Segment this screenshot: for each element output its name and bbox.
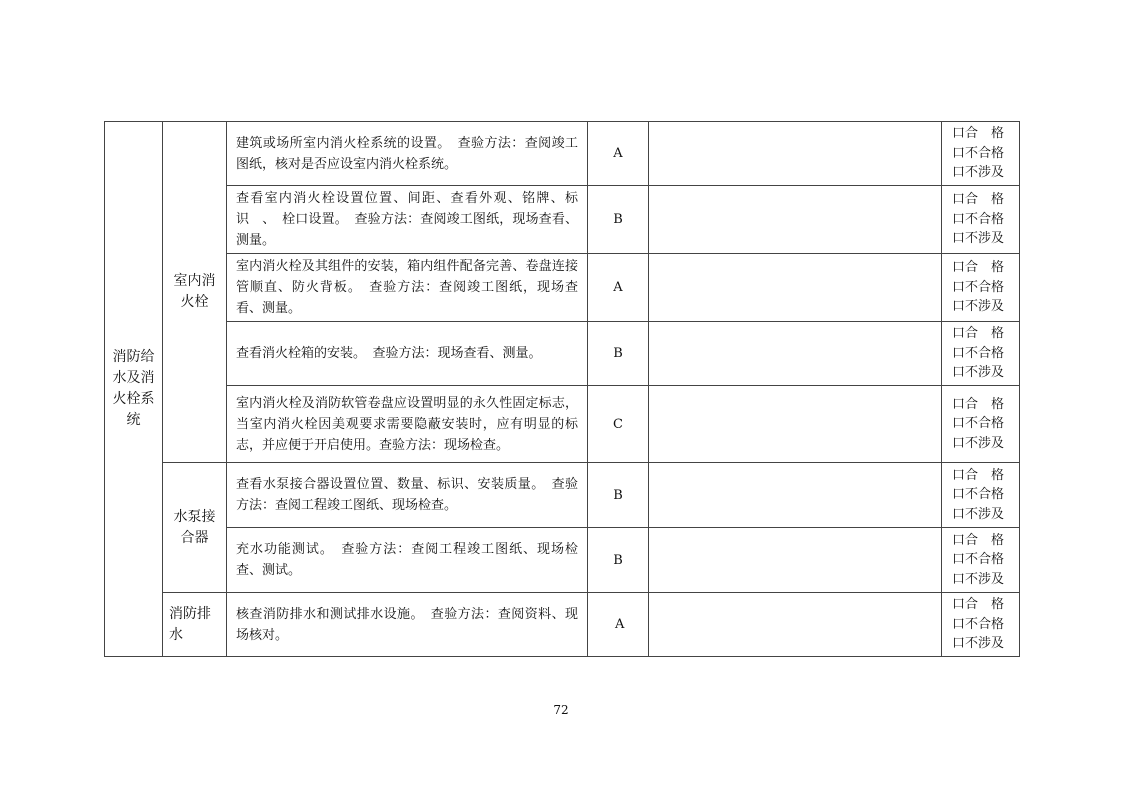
table-row bbox=[105, 593, 1020, 657]
check-content: 查看水泵接合器设置位置、数量、标识、安装质量。 查验方法：查阅工程竣工图纸、现场检查。 bbox=[227, 463, 588, 528]
table-row bbox=[105, 463, 1020, 528]
option-na[interactable]: 口不涉及 bbox=[952, 365, 1005, 381]
remark-cell bbox=[649, 386, 942, 463]
option-fail[interactable]: 口不合格 bbox=[952, 552, 1005, 568]
result-options bbox=[942, 463, 1020, 528]
remark-cell bbox=[649, 593, 942, 657]
option-pass[interactable]: 口合 格 bbox=[952, 467, 1005, 483]
importance-level: A bbox=[588, 254, 649, 322]
subsystem-cell bbox=[163, 463, 227, 593]
subsystem-label-line: 合器 bbox=[180, 529, 209, 546]
subsystem-label-line: 水 bbox=[169, 626, 183, 643]
result-options bbox=[942, 593, 1020, 657]
result-options bbox=[942, 322, 1020, 386]
remark-cell bbox=[649, 122, 942, 186]
option-na[interactable]: 口不涉及 bbox=[952, 231, 1005, 247]
result-options bbox=[942, 122, 1020, 186]
system-label-line: 火栓系 bbox=[112, 391, 155, 407]
option-fail[interactable]: 口不合格 bbox=[952, 211, 1005, 227]
subsystem-cell bbox=[163, 593, 227, 657]
option-na[interactable]: 口不涉及 bbox=[952, 506, 1005, 522]
system-label-line: 统 bbox=[126, 412, 141, 428]
option-fail[interactable]: 口不合格 bbox=[952, 487, 1005, 503]
table-row bbox=[105, 528, 1020, 593]
option-fail[interactable]: 口不合格 bbox=[952, 345, 1005, 361]
importance-level: B bbox=[588, 186, 649, 254]
option-pass[interactable]: 口合 格 bbox=[952, 192, 1005, 208]
check-content: 查看消火栓箱的安装。 查验方法：现场查看、测量。 bbox=[227, 322, 588, 386]
inspection-table bbox=[104, 121, 1020, 657]
page-number: 72 bbox=[553, 703, 569, 717]
result-options bbox=[942, 186, 1020, 254]
importance-level: B bbox=[588, 528, 649, 593]
table-row bbox=[105, 186, 1020, 254]
remark-cell bbox=[649, 463, 942, 528]
check-content: 充水功能测试。 查验方法：查阅工程竣工图纸、现场检查、测试。 bbox=[227, 528, 588, 593]
check-content: 室内消火栓及其组件的安装，箱内组件配备完善、卷盘连接管顺直、防火背板。 查验方法：查阅竣工图纸，现场查看、测量。 bbox=[227, 254, 588, 322]
remark-cell bbox=[649, 254, 942, 322]
result-options bbox=[942, 528, 1020, 593]
table-row bbox=[105, 322, 1020, 386]
system-label-line: 水及消 bbox=[112, 370, 155, 386]
check-content: 查看室内消火栓设置位置、间距、查看外观、铭牌、标识 、 栓口设置。 查验方法：查阅竣工图纸，现场查看、测量。 bbox=[227, 186, 588, 254]
option-pass[interactable]: 口合 格 bbox=[952, 326, 1005, 342]
system-cell bbox=[105, 122, 163, 657]
option-na[interactable]: 口不涉及 bbox=[952, 636, 1005, 652]
importance-level: B bbox=[588, 322, 649, 386]
option-pass[interactable]: 口合 格 bbox=[952, 396, 1005, 412]
subsystem-label-line: 火栓 bbox=[180, 294, 209, 310]
subsystem-label-line: 消防排 bbox=[169, 605, 211, 622]
result-options bbox=[942, 254, 1020, 322]
option-na[interactable]: 口不涉及 bbox=[952, 165, 1005, 181]
remark-cell bbox=[649, 186, 942, 254]
option-pass[interactable]: 口合 格 bbox=[952, 260, 1005, 276]
table-row bbox=[105, 386, 1020, 463]
result-options bbox=[942, 386, 1020, 463]
remark-cell bbox=[649, 528, 942, 593]
table-row bbox=[105, 122, 1020, 186]
subsystem-label-line: 水泵接 bbox=[173, 508, 216, 525]
option-na[interactable]: 口不涉及 bbox=[952, 435, 1005, 451]
check-content: 核查消防排水和测试排水设施。 查验方法：查阅资料、现场核对。 bbox=[227, 593, 588, 657]
option-pass[interactable]: 口合 格 bbox=[952, 597, 1005, 613]
option-fail[interactable]: 口不合格 bbox=[952, 279, 1005, 295]
subsystem-label-line: 室内消 bbox=[173, 273, 216, 289]
system-label-line: 消防给 bbox=[112, 349, 155, 365]
option-fail[interactable]: 口不合格 bbox=[952, 145, 1005, 161]
option-na[interactable]: 口不涉及 bbox=[952, 571, 1005, 587]
check-content: 建筑或场所室内消火栓系统的设置。 查验方法：查阅竣工图纸，核对是否应设室内消火栓系统。 bbox=[227, 122, 588, 186]
option-pass[interactable]: 口合 格 bbox=[952, 532, 1005, 548]
subsystem-cell bbox=[163, 122, 227, 463]
option-fail[interactable]: 口不合格 bbox=[952, 616, 1005, 632]
importance-level: C bbox=[588, 386, 649, 463]
option-pass[interactable]: 口合 格 bbox=[952, 126, 1005, 142]
option-fail[interactable]: 口不合格 bbox=[952, 416, 1005, 432]
importance-level: A bbox=[588, 122, 649, 186]
importance-level: A bbox=[588, 593, 649, 657]
importance-level: B bbox=[588, 463, 649, 528]
check-content: 室内消火栓及消防软管卷盘应设置明显的永久性固定标志，当室内消火栓因美观要求需要隐蔽安装时，应有明显的标志，并应便于开启使用。查验方法：现场检查。 bbox=[227, 386, 588, 463]
option-na[interactable]: 口不涉及 bbox=[952, 299, 1005, 315]
table-row bbox=[105, 254, 1020, 322]
remark-cell bbox=[649, 322, 942, 386]
